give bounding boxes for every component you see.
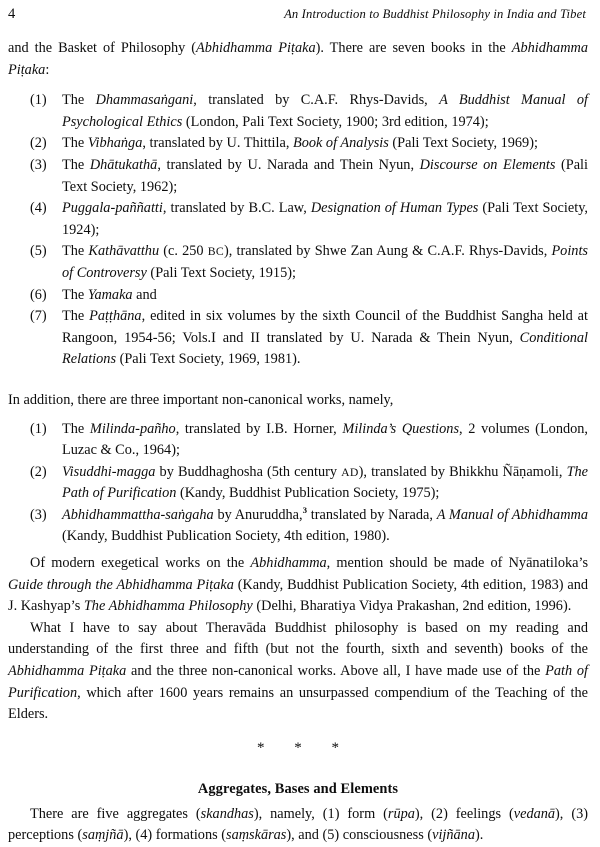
canonical-2-title-3: Discourse on Elements (419, 156, 556, 173)
aggregates-title-9: saṃskāras (226, 827, 287, 844)
section-heading: Aggregates, Bases and Elements (197, 780, 399, 797)
aggregates-title-5: vedanā (513, 805, 556, 822)
noncanonical-0-text-4: , 2 volumes (London, Luzac & Co., 1964); (62, 420, 588, 459)
theravada-title-3: Path of Purification (8, 663, 588, 701)
noncanonical-2-text-1: by Anuruddha, (213, 506, 303, 523)
list-item-number: (6) (30, 286, 47, 303)
section-separator: * * * (257, 739, 352, 756)
list-item (8, 462, 588, 505)
exegetical-title-5: The Abhidhamma Philosophy (83, 598, 253, 615)
canonical-2-text-4: (Pali Text Society, 1962); (62, 156, 588, 195)
canonical-5-text-0: The (62, 286, 88, 303)
list-item (8, 285, 588, 307)
canonical-5-title-1: Yamaka (87, 286, 133, 303)
list-item (8, 90, 588, 133)
list-item-body (62, 464, 588, 502)
page-number: 4 (8, 6, 16, 22)
noncanonical-1-text-1: by Buddhaghosha (5th century (155, 463, 342, 480)
canonical-4-title-5: Points of Controversy (62, 243, 588, 281)
canonical-0-text-4: (London, Pali Text Society, 1900; 3rd edition, 1974); (182, 113, 489, 130)
exegetical-title-1: Abhidhamma (250, 555, 327, 572)
list-item-number: (7) (30, 308, 47, 325)
noncanonical-1-text-3: ), translated by Bhikkhu Ñāṇamoli, (358, 463, 567, 480)
noncanonical-1-era-2: AD (341, 465, 359, 479)
noncanonical-2-text-5: (Kandy, Buddhist Publication Society, 4th edition, 1980). (62, 528, 390, 545)
aggregates-text-6: ), (3) perceptions ( (8, 805, 588, 844)
intro-text-c: : (45, 61, 50, 78)
canonical-6-text-0: The (62, 308, 90, 325)
exegetical-text-6: (Delhi, Bharatiya Vidya Prakashan, 2nd edition, 1996). (252, 598, 572, 615)
list-item-body (62, 308, 588, 367)
canonical-0-title-1: Dhammasaṅgani (95, 92, 194, 109)
list-item-number: (1) (30, 420, 47, 437)
intro-text-a: and the Basket of Philosophy ( (8, 40, 197, 56)
canonical-books-list (8, 90, 588, 371)
aggregates-text-2: ), namely, (1) form ( (253, 805, 388, 822)
list-item (8, 155, 588, 198)
canonical-1-title-3: Book of Analysis (292, 135, 389, 152)
theravada-title-1: Abhidhamma Piṭaka (8, 663, 127, 680)
canonical-6-title-1: Paṭṭhāna (89, 308, 142, 325)
list-item-body (62, 507, 588, 545)
exegetical-title-3: Guide through the Abhidhamma Piṭaka (8, 576, 234, 593)
theravada-method-paragraph (8, 618, 588, 726)
list-item (8, 505, 588, 548)
aggregates-text-10: ), and (5) consciousness ( (286, 827, 433, 844)
canonical-0-title-3: A Buddhist Manual of Psychological Ethics (62, 92, 588, 130)
noncanonical-2-title-4: A Manual of Abhidhamma (436, 506, 588, 523)
canonical-0-text-0: The (62, 92, 96, 109)
canonical-2-text-0: The (62, 156, 90, 173)
list-item-number: (2) (30, 463, 47, 480)
exegetical-text-4: (Kandy, Buddhist Publication Society, 4th edition, 1983) and J. Kashyap’s (8, 576, 588, 615)
intro-title-b: Abhidhamma Piṭaka (8, 40, 588, 78)
canonical-0-text-2: , translated by C.A.F. Rhys-Davids, (193, 92, 440, 109)
canonical-3-title-2: Designation of Human Types (310, 200, 479, 217)
list-item (8, 198, 588, 241)
canonical-1-title-1: Vibhaṅga (87, 135, 143, 152)
aggregates-title-3: rūpa (387, 805, 415, 822)
canonical-4-text-2: (c. 250 (159, 243, 208, 260)
list-item-body (62, 135, 538, 151)
canonical-1-text-2: , translated by U. Thittila, (142, 135, 293, 152)
aggregates-text-0: There are five aggregates ( (30, 805, 201, 822)
noncanonical-0-title-1: Milinda-pañho (89, 420, 176, 437)
intro-title-a: Abhidhamma Piṭaka (196, 40, 316, 56)
exegetical-works-paragraph (8, 553, 588, 618)
noncanonical-0-text-2: , translated by I.B. Horner, (175, 420, 343, 437)
intro-paragraph (8, 38, 588, 81)
list-item-body (62, 243, 588, 281)
list-item-number: (3) (30, 506, 47, 523)
theravada-text-2: and the three non-canonical works. Above all, I have made use of the (126, 663, 546, 680)
canonical-1-text-4: (Pali Text Society, 1969); (388, 135, 538, 152)
canonical-2-text-2: , translated by U. Narada and Thein Nyun, (157, 156, 420, 173)
list-item-number: (3) (30, 156, 47, 173)
noncanonical-2-title-0: Abhidhammattha-saṅgaha (62, 506, 214, 523)
noncanonical-2-footnote-marker: 3 (302, 505, 308, 516)
running-head-title: An Introduction to Buddhist Philosophy in India and Tibet (284, 7, 586, 21)
list-item-body (62, 92, 588, 130)
noncanonical-0-text-0: The (62, 420, 90, 437)
noncanonical-1-text-5: (Kandy, Buddhist Publication Society, 1975); (176, 485, 440, 502)
canonical-4-text-0: The (62, 243, 89, 260)
canonical-6-text-2: , edited in six volumes by the sixth Council of the Buddhist Sangha held at Rangoon, 1954-56; Vols.I and II translated by U. Narada & Thein Nyun, (62, 308, 589, 346)
canonical-5-text-2: and (132, 286, 157, 303)
canonical-1-text-0: The (62, 135, 88, 152)
canonical-2-title-1: Dhātukathā (89, 156, 158, 173)
canonical-3-text-3: (Pali Text Society, 1924); (62, 200, 588, 238)
aggregates-paragraph (8, 804, 588, 847)
list-item (8, 241, 588, 284)
intro-text-b: ). There are seven books in the (315, 40, 512, 56)
list-item-number: (4) (30, 200, 47, 217)
canonical-6-title-3: Conditional Relations (62, 329, 588, 368)
noncanonical-intro-paragraph: In addition, there are three important non-canonical works, namely, (8, 391, 394, 408)
canonical-4-title-1: Kathāvatthu (88, 243, 160, 260)
noncanonical-0-title-3: Milinda’s Questions (342, 420, 460, 437)
list-item-number: (1) (30, 92, 47, 109)
list-item (8, 133, 588, 155)
exegetical-text-0: Of modern exegetical works on the (30, 555, 251, 572)
aggregates-text-12: ). (474, 827, 484, 844)
canonical-4-era-3: BC (207, 245, 224, 259)
canonical-6-text-4: (Pali Text Society, 1969, 1981). (116, 351, 301, 368)
list-item-number: (5) (30, 243, 47, 260)
aggregates-title-11: vijñāna (432, 827, 475, 844)
exegetical-text-2: , mention should be made of Nyānatiloka’s (326, 555, 589, 572)
spacer (8, 371, 588, 390)
theravada-text-4: , which after 1600 years remains an unsurpassed compendium of the Teaching of the Elders. (8, 684, 588, 723)
list-item-number: (2) (30, 135, 47, 152)
canonical-4-text-4: ), translated by Shwe Zan Aung & C.A.F. Rhys-Davids, (223, 243, 552, 260)
list-item-body (62, 200, 588, 238)
list-item (8, 419, 588, 462)
noncanonical-works-list (8, 419, 588, 549)
canonical-3-text-1: , translated by B.C. Law, (162, 200, 311, 217)
aggregates-title-1: skandhas (200, 805, 254, 822)
list-item (8, 306, 588, 371)
aggregates-text-4: ), (2) feelings ( (414, 805, 514, 822)
canonical-4-text-6: (Pali Text Society, 1915); (146, 264, 296, 281)
list-item-body (62, 287, 157, 303)
theravada-text-0: What I have to say about Theravāda Buddhist philosophy is based on my reading and understanding of the first three and fifth (but not the fourth, sixth and seventh) books of the (8, 619, 588, 658)
list-item-body (62, 421, 588, 459)
noncanonical-1-title-4: The Path of Purification (62, 463, 589, 502)
aggregates-title-7: saṃjñā (82, 827, 124, 844)
canonical-3-title-0: Puggala-paññatti (62, 200, 163, 217)
running-head (8, 6, 588, 26)
aggregates-text-8: ), (4) formations ( (123, 827, 226, 844)
noncanonical-1-title-0: Visuddhi-magga (62, 463, 156, 480)
list-item-body (62, 157, 588, 195)
noncanonical-2-text-3: translated by Narada, (307, 506, 437, 523)
